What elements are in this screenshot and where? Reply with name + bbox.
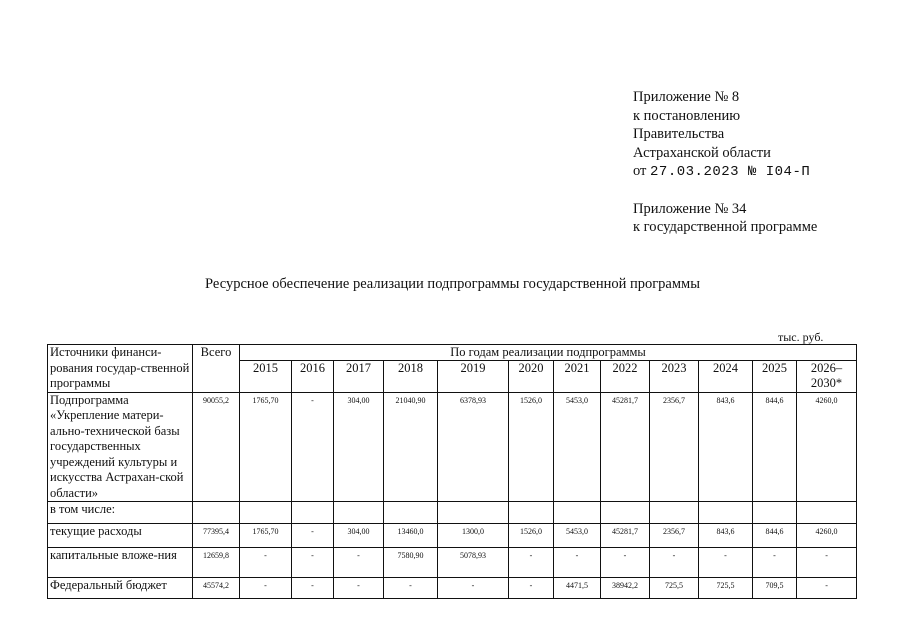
year-header: 2023	[650, 361, 699, 392]
table-row	[48, 502, 857, 524]
year-header: 2018	[384, 361, 438, 392]
year-value-cell: 1765,70	[240, 392, 292, 502]
year-value-cell: 45281,7	[601, 392, 650, 502]
year-value-cell: 38942,2	[601, 578, 650, 599]
year-value-cell	[292, 502, 334, 524]
year-header: 2020	[509, 361, 554, 392]
year-value-cell	[554, 502, 601, 524]
year-value-cell	[753, 502, 797, 524]
appendix-line: Правительства	[633, 126, 725, 142]
year-value-cell	[650, 502, 699, 524]
year-value-cell: -	[797, 548, 857, 578]
total-column-header: Всего	[193, 345, 240, 393]
resource-table	[47, 344, 857, 599]
year-value-cell: -	[292, 548, 334, 578]
year-header: 2026–2030*	[797, 361, 857, 392]
row-total-value: 45574,2	[193, 578, 240, 599]
year-value-cell	[240, 502, 292, 524]
source-column-header: Источники финанси-рования государ-ственной программы	[48, 345, 193, 393]
year-value-cell: 6378,93	[438, 392, 509, 502]
year-header: 2024	[699, 361, 753, 392]
row-source-name: в том числе:	[48, 502, 193, 524]
year-value-cell: 4260,0	[797, 392, 857, 502]
year-value-cell: 1526,0	[509, 392, 554, 502]
year-value-cell: -	[554, 548, 601, 578]
units-label: тыс. руб.	[778, 330, 824, 344]
year-value-cell	[509, 502, 554, 524]
table-row	[48, 548, 857, 578]
year-value-cell: 5453,0	[554, 392, 601, 502]
table-row	[48, 392, 857, 502]
year-value-cell: -	[753, 548, 797, 578]
year-value-cell: 844,6	[753, 524, 797, 548]
year-value-cell: 13460,0	[384, 524, 438, 548]
row-total-value	[193, 502, 240, 524]
year-value-cell: 2356,7	[650, 392, 699, 502]
row-total-value: 77395,4	[193, 524, 240, 548]
year-value-cell: -	[699, 548, 753, 578]
decree-date: 27.03.2023	[650, 164, 740, 180]
year-value-cell: 5453,0	[554, 524, 601, 548]
year-value-cell: -	[240, 548, 292, 578]
year-value-cell: 725,5	[699, 578, 753, 599]
year-value-cell: -	[334, 578, 384, 599]
date-prefix: от	[633, 163, 651, 179]
year-value-cell: 725,5	[650, 578, 699, 599]
appendix-header	[633, 88, 817, 237]
table-row	[48, 578, 857, 599]
year-value-cell: -	[650, 548, 699, 578]
year-value-cell: -	[509, 548, 554, 578]
year-value-cell: -	[292, 578, 334, 599]
row-source-name: Федеральный бюджет	[48, 578, 193, 599]
year-value-cell: 1526,0	[509, 524, 554, 548]
year-value-cell: -	[509, 578, 554, 599]
year-value-cell: 45281,7	[601, 524, 650, 548]
appendix-line: к государственной программе	[633, 219, 818, 235]
year-value-cell	[601, 502, 650, 524]
year-value-cell: 1765,70	[240, 524, 292, 548]
year-value-cell: 844,6	[753, 392, 797, 502]
year-value-cell: 7580,90	[384, 548, 438, 578]
year-header: 2021	[554, 361, 601, 392]
year-value-cell: -	[438, 578, 509, 599]
year-value-cell: 304,00	[334, 524, 384, 548]
year-value-cell	[797, 502, 857, 524]
year-header: 2017	[334, 361, 384, 392]
year-value-cell: 709,5	[753, 578, 797, 599]
years-group-header: По годам реализации подпрограммы	[240, 345, 857, 361]
year-value-cell: 304,00	[334, 392, 384, 502]
year-value-cell: 5078,93	[438, 548, 509, 578]
year-value-cell	[334, 502, 384, 524]
appendix-line: Приложение № 8	[633, 89, 740, 105]
row-total-value: 12659,8	[193, 548, 240, 578]
document-title: Ресурсное обеспечение реализации подпрограммы государственной программы	[205, 276, 700, 292]
year-value-cell: 843,6	[699, 524, 753, 548]
year-value-cell: -	[384, 578, 438, 599]
year-value-cell: 21040,90	[384, 392, 438, 502]
year-value-cell: 4471,5	[554, 578, 601, 599]
year-value-cell: -	[292, 524, 334, 548]
year-value-cell: 843,6	[699, 392, 753, 502]
decree-number: № I04-П	[739, 164, 811, 180]
appendix-line: Приложение № 34	[633, 200, 747, 217]
year-value-cell: -	[240, 578, 292, 599]
year-value-cell	[699, 502, 753, 524]
appendix-line: к постановлению	[633, 107, 741, 124]
year-header: 2016	[292, 361, 334, 392]
year-value-cell: -	[292, 392, 334, 502]
row-source-name: капитальные вложе-ния	[48, 548, 193, 578]
year-header: 2019	[438, 361, 509, 392]
year-value-cell	[438, 502, 509, 524]
table-row	[48, 524, 857, 548]
year-header: 2025	[753, 361, 797, 392]
year-value-cell: -	[797, 578, 857, 599]
year-value-cell	[384, 502, 438, 524]
year-value-cell: -	[334, 548, 384, 578]
appendix-line: Астраханской области	[633, 144, 771, 161]
year-value-cell: 1300,0	[438, 524, 509, 548]
appendix-date-line	[633, 162, 817, 182]
row-source-name: текущие расходы	[48, 524, 193, 548]
year-value-cell: 4260,0	[797, 524, 857, 548]
row-total-value: 90055,2	[193, 392, 240, 502]
year-value-cell: 2356,7	[650, 524, 699, 548]
row-source-name: Подпрограмма «Укрепление матери-ально-технической базы государственных учреждений культуры и искусства Астрахан-ской области»	[48, 392, 193, 502]
year-header: 2022	[601, 361, 650, 392]
year-header: 2015	[240, 361, 292, 392]
year-value-cell: -	[601, 548, 650, 578]
